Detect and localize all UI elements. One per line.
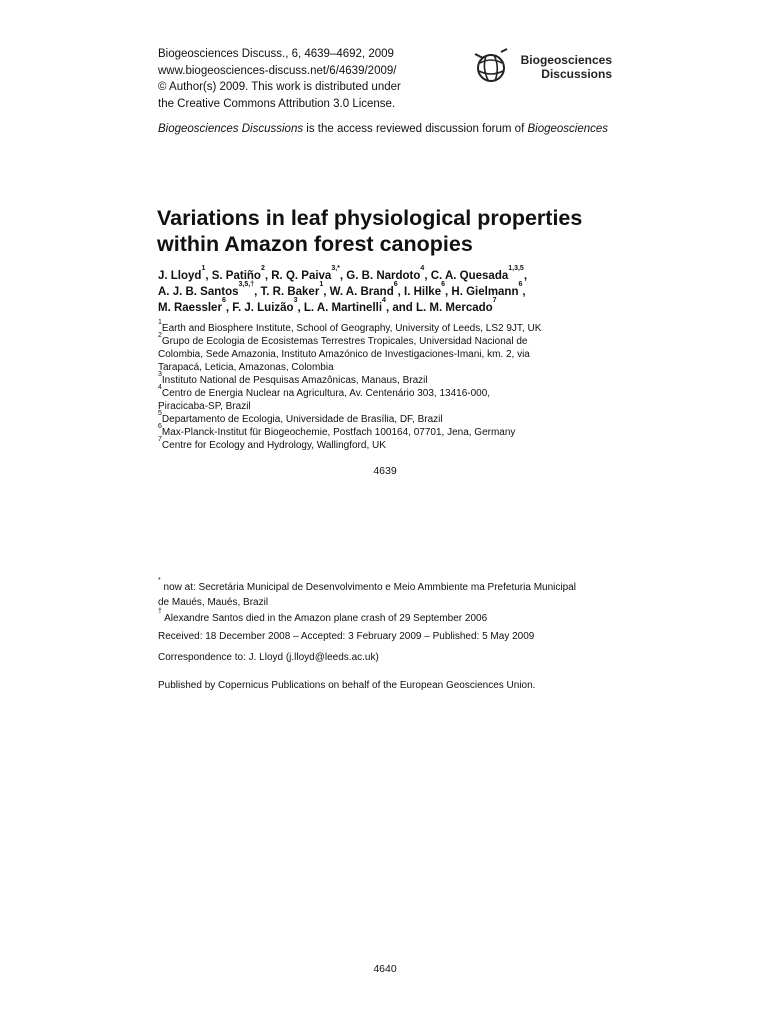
logo-line-2: Discussions [541, 67, 612, 81]
author-line [158, 297, 527, 316]
journal-name: Biogeosciences Discussions [158, 123, 304, 135]
author-affiliation-marker: 1 [319, 281, 324, 288]
author-affiliation-marker: 6 [441, 281, 445, 288]
affiliation-line [158, 400, 541, 413]
dates-line: Received: 18 December 2008 – Accepted: 3 February 2009 – Published: 5 May 2009 [158, 631, 535, 642]
citation-header [158, 46, 401, 112]
logo-line-1: Biogeosciences [520, 53, 612, 67]
footnote-text: de Maués, Maués, Brazil [158, 597, 269, 608]
author-line [158, 281, 527, 300]
author-affiliation-marker: 6 [518, 281, 523, 288]
affiliation-text: Colombia, Sede Amazonia, Instituto Amazónico de Investigaciones-Imani, km. 2, via [158, 349, 530, 360]
author-name: J. Lloyd [158, 270, 202, 282]
affiliation-number: 3 [158, 371, 162, 378]
affiliation-line [158, 319, 542, 335]
author-name: , and L. M. Mercado [385, 302, 493, 314]
author-affiliation-marker: 1 [201, 265, 206, 272]
affiliation-line [158, 384, 541, 400]
author-name: M. Raessler [158, 302, 222, 314]
footnote-text: Alexandre Santos died in the Amazon plane crash of 29 September 2006 [161, 613, 488, 624]
footnote-marker: * [158, 577, 161, 584]
footnotes [158, 577, 576, 626]
footnote-line [158, 595, 576, 610]
author-name: , C. A. Quesada [424, 270, 509, 282]
affiliation-number: 2 [158, 332, 162, 339]
author-affiliation-marker: 2 [260, 265, 265, 272]
license-line: the Creative Commons Attribution 3.0 License. [158, 97, 396, 110]
url-line: www.biogeosciences-discuss.net/6/4639/2009/ [158, 64, 397, 77]
affiliation-line [158, 371, 541, 387]
copyright-line: © Author(s) 2009. This work is distributed under [158, 81, 401, 93]
author-name: , [522, 286, 526, 298]
affiliation-text: Instituto National de Pesquisas Amazônicas, Manaus, Brazil [161, 375, 428, 386]
author-affiliation-marker: 3 [293, 297, 298, 304]
author-name: , L. A. Martinelli [297, 302, 383, 314]
author-affiliation-marker: 6 [221, 297, 226, 304]
author-name: , T. R. Baker [254, 286, 320, 298]
affiliation-text: Grupo de Ecologia de Ecosistemas Terrestres Tropicales, Universidad Nacional de [161, 336, 528, 347]
citation-line: Biogeosciences Discuss., 6, 4639–4692, 2009 [158, 48, 394, 60]
affiliation-number: 5 [158, 410, 162, 417]
affiliation-line [158, 348, 541, 361]
affiliation-line [158, 361, 541, 374]
author-name: A. J. B. Santos [158, 286, 239, 298]
author-name: , S. Patiño [205, 270, 261, 282]
publisher-line: Published by Copernicus Publications on behalf of the European Geosciences Union. [158, 680, 536, 691]
affiliation-list [158, 319, 542, 452]
author-name: , I. Hilke [397, 286, 442, 298]
author-affiliation-marker: 7 [492, 297, 497, 304]
author-name: , W. A. Brand [323, 286, 394, 298]
affiliation-text: Earth and Biosphere Institute, School of Geography, University of Leeds, LS2 9JT, UK [161, 323, 542, 334]
footnote-text: now at: Secretária Municipal de Desenvolvimento e Meio Ammbiente ma Prefeturia Municipal [160, 582, 576, 593]
affiliation-line [158, 436, 541, 452]
affiliation-number: 1 [158, 319, 162, 326]
paper-title [157, 205, 627, 257]
affiliation-text: Departamento de Ecologia, Universidade de Brasília, DF, Brazil [161, 414, 443, 425]
author-affiliation-marker: 3,5,† [238, 281, 255, 288]
affiliation-line [158, 410, 541, 426]
title-line: within Amazon forest canopies [157, 232, 473, 256]
author-name: , F. J. Luizão [225, 302, 294, 314]
affiliation-number: 6 [158, 423, 162, 430]
author-affiliation-marker: 4 [420, 265, 425, 272]
page-number: 4640 [373, 963, 397, 975]
affiliation-text: Tarapacá, Leticia, Amazonas, Colombia [158, 362, 334, 373]
title-line: Variations in leaf physiological properties [157, 206, 583, 230]
author-name: , G. B. Nardoto [339, 270, 421, 282]
journal-logo [472, 47, 622, 87]
footnote-line [158, 577, 576, 595]
footnote-line [158, 608, 576, 626]
forum-statement [158, 123, 608, 135]
globe-icon [472, 47, 512, 87]
parent-journal-name: Biogeosciences [527, 123, 609, 135]
author-list [158, 265, 528, 316]
author-affiliation-marker: 4 [382, 297, 386, 304]
correspondence-line: Correspondence to: J. Lloyd (j.lloyd@leeds.ac.uk) [158, 652, 379, 663]
affiliation-line [158, 332, 541, 348]
affiliation-line [158, 423, 541, 439]
affiliation-text: Centro de Energia Nuclear na Agricultura, Av. Centenário 303, 13416-000, [161, 388, 491, 399]
page-number: 4639 [373, 465, 397, 477]
affiliation-text: Piracicaba-SP, Brazil [158, 401, 251, 412]
author-name: , R. Q. Paiva [264, 270, 332, 282]
author-line [158, 265, 528, 284]
footnote-marker: † [158, 608, 162, 615]
author-name: , H. Gielmann [445, 286, 519, 298]
forum-text: is the access reviewed discussion forum of [303, 123, 528, 135]
author-affiliation-marker: 6 [393, 281, 398, 288]
affiliation-number: 7 [158, 436, 162, 443]
affiliation-text: Max-Planck-Institut für Biogeochemie, Postfach 100164, 07701, Jena, Germany [161, 427, 516, 438]
affiliation-text: Centre for Ecology and Hydrology, Wallingford, UK [161, 440, 386, 451]
author-affiliation-marker: 1,3,5 [508, 265, 524, 272]
author-name: , [523, 270, 528, 282]
affiliation-number: 4 [158, 384, 162, 391]
author-affiliation-marker: 3,* [331, 265, 340, 272]
